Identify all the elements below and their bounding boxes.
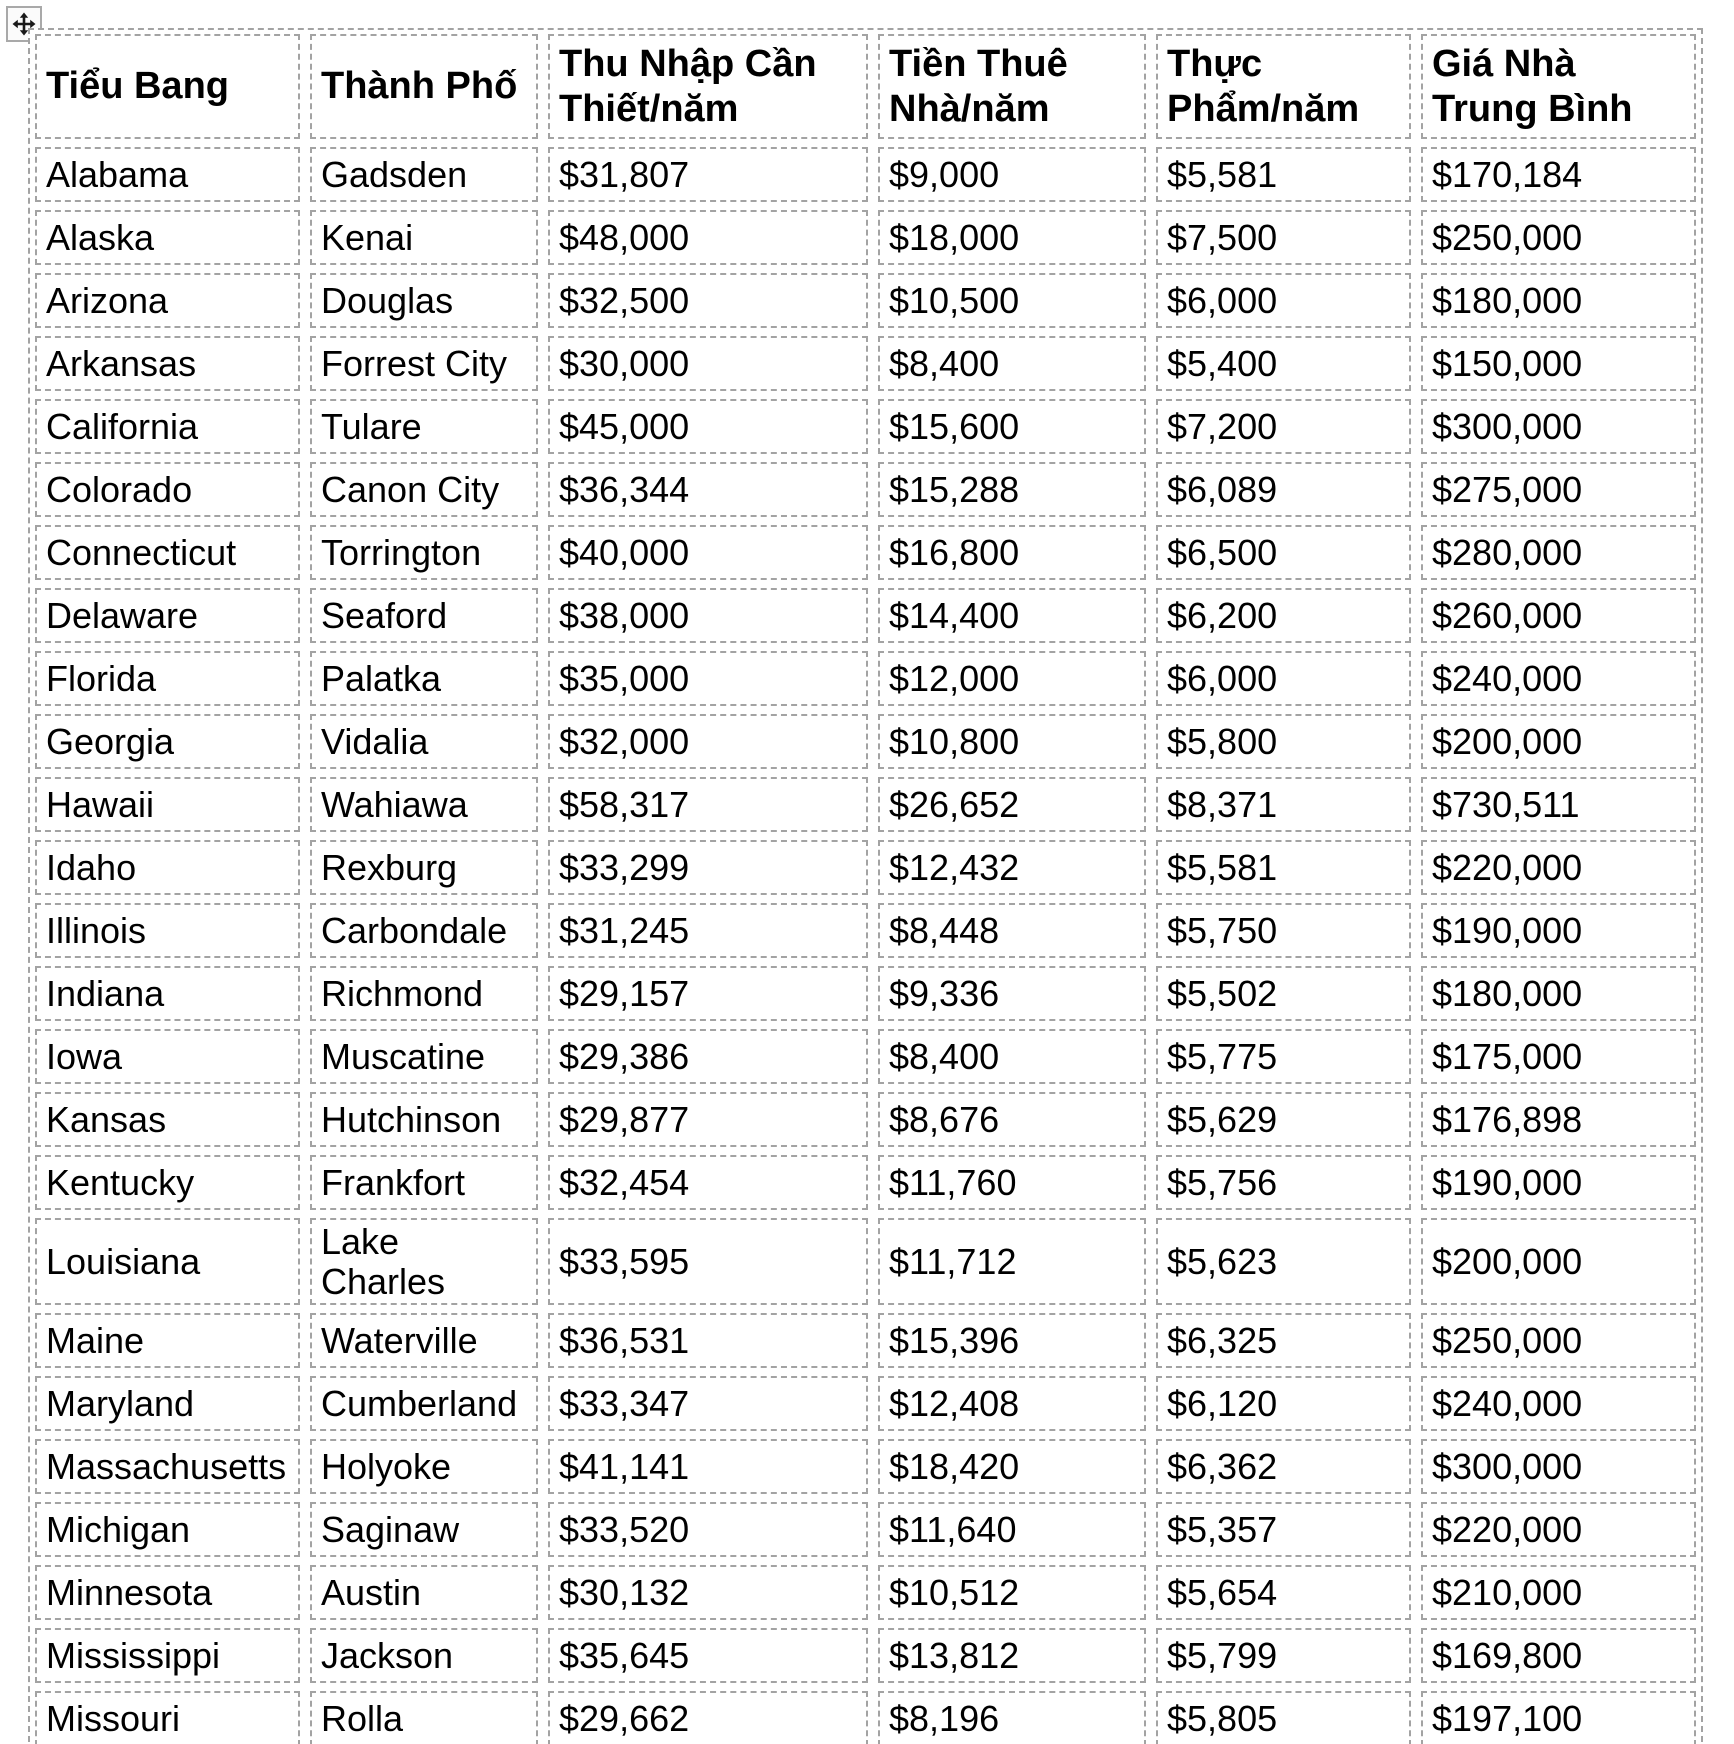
table-row (35, 651, 1696, 706)
rent-per-year-cell[interactable]: $16,800 (878, 525, 1146, 580)
food-per-year-cell[interactable]: $6,089 (1156, 462, 1411, 517)
table-row (35, 1439, 1696, 1494)
food-per-year-cell[interactable]: $6,000 (1156, 651, 1411, 706)
required-income-per-year-cell[interactable]: $45,000 (548, 399, 868, 454)
table-header (35, 34, 1696, 139)
state-cell[interactable]: Alabama (35, 147, 300, 202)
table-row (35, 336, 1696, 391)
state-cell[interactable]: Maryland (35, 1376, 300, 1431)
food-per-year-cell[interactable]: $6,325 (1156, 1313, 1411, 1368)
food-per-year-cell[interactable]: $5,400 (1156, 336, 1411, 391)
required-income-per-year-cell[interactable]: $33,347 (548, 1376, 868, 1431)
required-income-per-year-cell[interactable]: $35,645 (548, 1628, 868, 1683)
food-per-year-cell[interactable]: $5,750 (1156, 903, 1411, 958)
city-cell[interactable]: Canon City (310, 462, 538, 517)
required-income-per-year-cell[interactable]: $48,000 (548, 210, 868, 265)
food-per-year-cell[interactable]: $5,775 (1156, 1029, 1411, 1084)
required-income-per-year-cell[interactable]: $33,299 (548, 840, 868, 895)
rent-per-year-cell[interactable]: $15,288 (878, 462, 1146, 517)
table-row (35, 273, 1696, 328)
median-home-price-cell[interactable]: $220,000 (1421, 840, 1696, 895)
table-row (35, 1092, 1696, 1147)
state-cell[interactable]: Georgia (35, 714, 300, 769)
table-body (35, 147, 1696, 1744)
state-cell[interactable]: Missouri (35, 1691, 300, 1744)
state-cell[interactable]: Indiana (35, 966, 300, 1021)
median-home-price-cell[interactable]: $300,000 (1421, 1439, 1696, 1494)
required-income-per-year-cell[interactable]: $29,877 (548, 1092, 868, 1147)
rent-per-year-cell[interactable]: $26,652 (878, 777, 1146, 832)
rent-per-year-cell[interactable]: $14,400 (878, 588, 1146, 643)
required-income-per-year-cell[interactable]: $31,245 (548, 903, 868, 958)
median-home-price-cell[interactable]: $730,511 (1421, 777, 1696, 832)
cost-of-living-table (28, 28, 1703, 1744)
state-cell[interactable]: Arkansas (35, 336, 300, 391)
header-row (35, 34, 1696, 139)
city-cell[interactable]: Seaford (310, 588, 538, 643)
required-income-per-year-cell[interactable]: $30,132 (548, 1565, 868, 1620)
required-income-per-year-cell[interactable]: $32,000 (548, 714, 868, 769)
food-per-year-cell[interactable]: $6,362 (1156, 1439, 1411, 1494)
median-home-price-cell[interactable]: $240,000 (1421, 651, 1696, 706)
city-cell[interactable]: Saginaw (310, 1502, 538, 1557)
state-cell[interactable]: Connecticut (35, 525, 300, 580)
city-cell[interactable]: Holyoke (310, 1439, 538, 1494)
city-cell[interactable]: Waterville (310, 1313, 538, 1368)
column-header-median-home-price[interactable]: Giá Nhà Trung Bình (1421, 34, 1696, 139)
median-home-price-cell[interactable]: $275,000 (1421, 462, 1696, 517)
table-row (35, 1029, 1696, 1084)
table-row (35, 777, 1696, 832)
median-home-price-cell[interactable]: $240,000 (1421, 1376, 1696, 1431)
food-per-year-cell[interactable]: $5,629 (1156, 1092, 1411, 1147)
food-per-year-cell[interactable]: $5,805 (1156, 1691, 1411, 1744)
required-income-per-year-cell[interactable]: $33,520 (548, 1502, 868, 1557)
rent-per-year-cell[interactable]: $12,000 (878, 651, 1146, 706)
rent-per-year-cell[interactable]: $10,500 (878, 273, 1146, 328)
state-cell[interactable]: Kentucky (35, 1155, 300, 1210)
table-row (35, 1218, 1696, 1305)
required-income-per-year-cell[interactable]: $32,454 (548, 1155, 868, 1210)
table-row (35, 399, 1696, 454)
rent-per-year-cell[interactable]: $9,000 (878, 147, 1146, 202)
column-header-required-income-per-year[interactable]: Thu Nhập Cần Thiết/năm (548, 34, 868, 139)
rent-per-year-cell[interactable]: $12,432 (878, 840, 1146, 895)
median-home-price-cell[interactable]: $260,000 (1421, 588, 1696, 643)
food-per-year-cell[interactable]: $6,200 (1156, 588, 1411, 643)
rent-per-year-cell[interactable]: $13,812 (878, 1628, 1146, 1683)
table-row (35, 966, 1696, 1021)
required-income-per-year-cell[interactable]: $35,000 (548, 651, 868, 706)
table-row (35, 525, 1696, 580)
city-cell[interactable]: Muscatine (310, 1029, 538, 1084)
city-cell[interactable]: Palatka (310, 651, 538, 706)
food-per-year-cell[interactable]: $5,623 (1156, 1218, 1411, 1305)
food-per-year-cell[interactable]: $5,654 (1156, 1565, 1411, 1620)
city-cell[interactable]: Hutchinson (310, 1092, 538, 1147)
city-cell[interactable]: Vidalia (310, 714, 538, 769)
median-home-price-cell[interactable]: $150,000 (1421, 336, 1696, 391)
rent-per-year-cell[interactable]: $9,336 (878, 966, 1146, 1021)
median-home-price-cell[interactable]: $175,000 (1421, 1029, 1696, 1084)
column-header-city[interactable]: Thành Phố (310, 34, 538, 139)
median-home-price-cell[interactable]: $200,000 (1421, 1218, 1696, 1305)
required-income-per-year-cell[interactable]: $32,500 (548, 273, 868, 328)
rent-per-year-cell[interactable]: $12,408 (878, 1376, 1146, 1431)
median-home-price-cell[interactable]: $190,000 (1421, 1155, 1696, 1210)
city-cell[interactable]: Forrest City (310, 336, 538, 391)
column-header-rent-per-year[interactable]: Tiền Thuê Nhà/năm (878, 34, 1146, 139)
city-cell[interactable]: Carbondale (310, 903, 538, 958)
food-per-year-cell[interactable]: $5,800 (1156, 714, 1411, 769)
required-income-per-year-cell[interactable]: $58,317 (548, 777, 868, 832)
table-row (35, 714, 1696, 769)
food-per-year-cell[interactable]: $6,500 (1156, 525, 1411, 580)
city-cell[interactable]: Torrington (310, 525, 538, 580)
state-cell[interactable]: Hawaii (35, 777, 300, 832)
rent-per-year-cell[interactable]: $11,712 (878, 1218, 1146, 1305)
table-row (35, 903, 1696, 958)
food-per-year-cell[interactable]: $6,000 (1156, 273, 1411, 328)
required-income-per-year-cell[interactable]: $41,141 (548, 1439, 868, 1494)
median-home-price-cell[interactable]: $300,000 (1421, 399, 1696, 454)
median-home-price-cell[interactable]: $280,000 (1421, 525, 1696, 580)
state-cell[interactable]: Louisiana (35, 1218, 300, 1305)
state-cell[interactable]: Michigan (35, 1502, 300, 1557)
table-row (35, 1502, 1696, 1557)
food-per-year-cell[interactable]: $5,581 (1156, 840, 1411, 895)
state-cell[interactable]: Mississippi (35, 1628, 300, 1683)
food-per-year-cell[interactable]: $7,200 (1156, 399, 1411, 454)
required-income-per-year-cell[interactable]: $29,662 (548, 1691, 868, 1744)
table-row (35, 1155, 1696, 1210)
state-cell[interactable]: Colorado (35, 462, 300, 517)
table-row (35, 588, 1696, 643)
rent-per-year-cell[interactable]: $18,420 (878, 1439, 1146, 1494)
state-cell[interactable]: Kansas (35, 1092, 300, 1147)
median-home-price-cell[interactable]: $210,000 (1421, 1565, 1696, 1620)
state-cell[interactable]: Idaho (35, 840, 300, 895)
required-income-per-year-cell[interactable]: $29,157 (548, 966, 868, 1021)
state-cell[interactable]: Massachusetts (35, 1439, 300, 1494)
city-cell[interactable]: Tulare (310, 399, 538, 454)
city-cell[interactable]: Richmond (310, 966, 538, 1021)
median-home-price-cell[interactable]: $250,000 (1421, 1313, 1696, 1368)
rent-per-year-cell[interactable]: $10,512 (878, 1565, 1146, 1620)
table-row (35, 1313, 1696, 1368)
table-row (35, 147, 1696, 202)
state-cell[interactable]: Delaware (35, 588, 300, 643)
required-income-per-year-cell[interactable]: $38,000 (548, 588, 868, 643)
food-per-year-cell[interactable]: $8,371 (1156, 777, 1411, 832)
rent-per-year-cell[interactable]: $15,396 (878, 1313, 1146, 1368)
city-cell[interactable]: Kenai (310, 210, 538, 265)
state-cell[interactable]: Illinois (35, 903, 300, 958)
median-home-price-cell[interactable]: $180,000 (1421, 966, 1696, 1021)
city-cell[interactable]: Rexburg (310, 840, 538, 895)
median-home-price-cell[interactable]: $180,000 (1421, 273, 1696, 328)
median-home-price-cell[interactable]: $197,100 (1421, 1691, 1696, 1744)
rent-per-year-cell[interactable]: $10,800 (878, 714, 1146, 769)
state-cell[interactable]: Minnesota (35, 1565, 300, 1620)
required-income-per-year-cell[interactable]: $31,807 (548, 147, 868, 202)
rent-per-year-cell[interactable]: $11,760 (878, 1155, 1146, 1210)
state-cell[interactable]: Iowa (35, 1029, 300, 1084)
food-per-year-cell[interactable]: $5,581 (1156, 147, 1411, 202)
food-per-year-cell[interactable]: $5,799 (1156, 1628, 1411, 1683)
food-per-year-cell[interactable]: $7,500 (1156, 210, 1411, 265)
table-row (35, 840, 1696, 895)
rent-per-year-cell[interactable]: $18,000 (878, 210, 1146, 265)
required-income-per-year-cell[interactable]: $36,531 (548, 1313, 868, 1368)
city-cell[interactable]: Jackson (310, 1628, 538, 1683)
median-home-price-cell[interactable]: $200,000 (1421, 714, 1696, 769)
table-row (35, 1628, 1696, 1683)
state-cell[interactable]: Alaska (35, 210, 300, 265)
median-home-price-cell[interactable]: $190,000 (1421, 903, 1696, 958)
rent-per-year-cell[interactable]: $11,640 (878, 1502, 1146, 1557)
median-home-price-cell[interactable]: $169,800 (1421, 1628, 1696, 1683)
required-income-per-year-cell[interactable]: $30,000 (548, 336, 868, 391)
state-cell[interactable]: Florida (35, 651, 300, 706)
rent-per-year-cell[interactable]: $8,196 (878, 1691, 1146, 1744)
median-home-price-cell[interactable]: $250,000 (1421, 210, 1696, 265)
food-per-year-cell[interactable]: $6,120 (1156, 1376, 1411, 1431)
column-header-food-per-year[interactable]: Thực Phẩm/năm (1156, 34, 1411, 139)
required-income-per-year-cell[interactable]: $29,386 (548, 1029, 868, 1084)
table-row (35, 210, 1696, 265)
rent-per-year-cell[interactable]: $8,676 (878, 1092, 1146, 1147)
city-cell[interactable]: Frankfort (310, 1155, 538, 1210)
city-cell[interactable]: Wahiawa (310, 777, 538, 832)
state-cell[interactable]: Maine (35, 1313, 300, 1368)
state-cell[interactable]: California (35, 399, 300, 454)
state-cell[interactable]: Arizona (35, 273, 300, 328)
required-income-per-year-cell[interactable]: $40,000 (548, 525, 868, 580)
rent-per-year-cell[interactable]: $8,448 (878, 903, 1146, 958)
city-cell[interactable]: Douglas (310, 273, 538, 328)
data-table-container (28, 28, 1703, 1744)
rent-per-year-cell[interactable]: $15,600 (878, 399, 1146, 454)
median-home-price-cell[interactable]: $170,184 (1421, 147, 1696, 202)
column-header-state[interactable]: Tiểu Bang (35, 34, 300, 139)
city-cell[interactable]: Lake Charles (310, 1218, 538, 1305)
city-cell[interactable]: Cumberland (310, 1376, 538, 1431)
city-cell[interactable]: Austin (310, 1565, 538, 1620)
required-income-per-year-cell[interactable]: $33,595 (548, 1218, 868, 1305)
food-per-year-cell[interactable]: $5,756 (1156, 1155, 1411, 1210)
city-cell[interactable]: Rolla (310, 1691, 538, 1744)
food-per-year-cell[interactable]: $5,357 (1156, 1502, 1411, 1557)
food-per-year-cell[interactable]: $5,502 (1156, 966, 1411, 1021)
table-row (35, 1691, 1696, 1744)
rent-per-year-cell[interactable]: $8,400 (878, 336, 1146, 391)
table-row (35, 1565, 1696, 1620)
median-home-price-cell[interactable]: $220,000 (1421, 1502, 1696, 1557)
table-row (35, 462, 1696, 517)
city-cell[interactable]: Gadsden (310, 147, 538, 202)
table-row (35, 1376, 1696, 1431)
rent-per-year-cell[interactable]: $8,400 (878, 1029, 1146, 1084)
median-home-price-cell[interactable]: $176,898 (1421, 1092, 1696, 1147)
required-income-per-year-cell[interactable]: $36,344 (548, 462, 868, 517)
